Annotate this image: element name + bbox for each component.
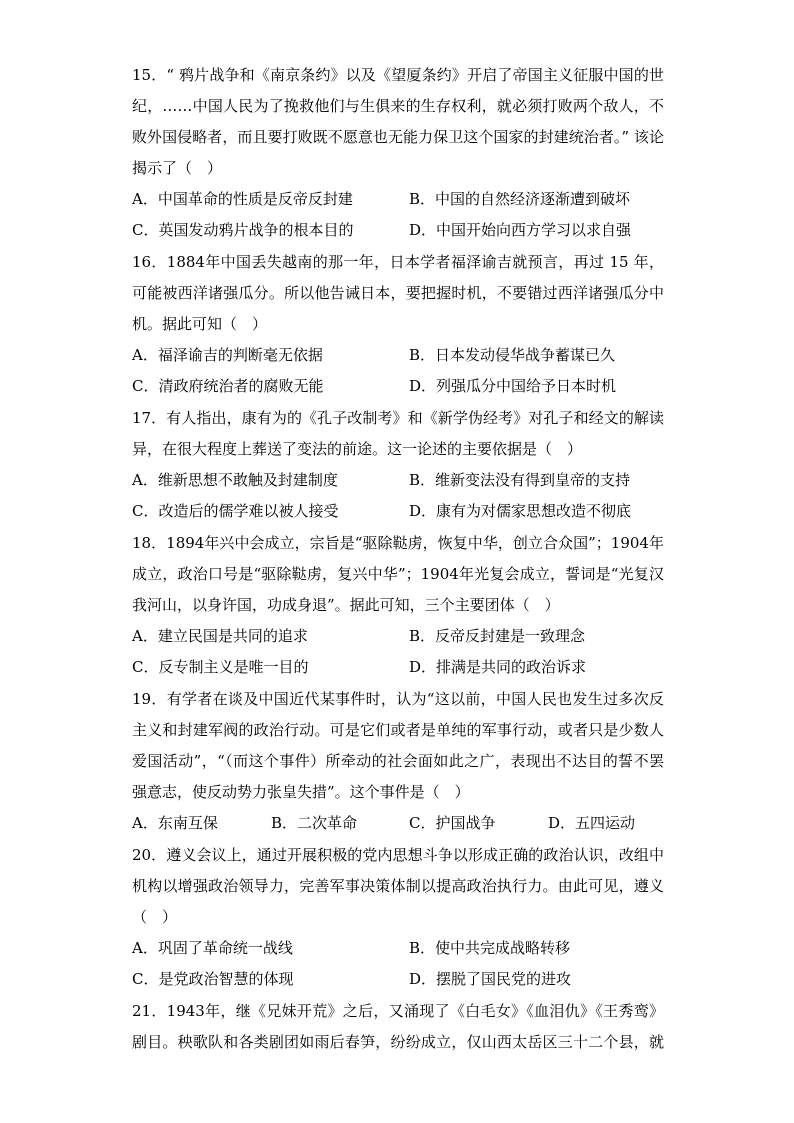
options-row [132,652,664,683]
options-row [132,933,664,964]
options-row [132,465,664,496]
option-c: C．是党政治智慧的体现 [132,970,294,988]
options-row [132,808,664,839]
question-stem-line: 主义和封建军阀的政治行动。可是它们或者是单纯的军事行动，或者只是少数人 [132,721,664,739]
option-b: B．使中共完成战略转移 [409,939,571,957]
options-row [132,340,664,371]
option-b: B．维新变法没有得到皇帝的支持 [409,471,631,489]
question-20 [132,840,664,995]
question-stem-line: 异，在很大程度上葬送了变法的前途。这一论述的主要依据是（ ） [132,440,583,458]
option-a: A．建立民国是共同的追求 [132,627,308,645]
option-c: C．英国发动鸦片战争的根本目的 [132,221,354,239]
option-d: D．摆脱了国民党的进攻 [409,970,572,988]
question-stem-line: 纪，……中国人民为了挽救他们与生俱来的生存权利，就必须打败两个敌人，不 [132,97,664,115]
question-stem-line: 败外国侵略者，而且要打败既不愿意也无能力保卫这个国家的封建统治者。” 该论 [132,128,664,146]
option-c: C．反专制主义是唯一目的 [132,658,309,676]
options-row [132,964,664,995]
question-stem-line: 15．“ 鸦片战争和《南京条约》以及《望厦条约》开启了帝国主义征服中国的世 [132,66,664,84]
question-stem-line: 可能被西洋诸强瓜分。所以他告诫日本，要把握时机，不要错过西洋诸强瓜分中 [132,284,664,302]
option-d: D．列强瓜分中国给予日本时机 [409,377,617,395]
question-16 [132,247,664,402]
option-a: A．福泽谕吉的判断毫无依据 [132,346,323,364]
question-stem-line: 21．1943年，继《兄妹开荒》之后，又涌现了《白毛女》《血泪仇》《王秀鸾》 [132,1002,664,1020]
question-17 [132,403,664,527]
question-stem-line: 我河山，以身许国，功成身退”。据此可知，三个主要团体（ ） [132,596,560,614]
question-18 [132,528,664,683]
option-d: D．排满是共同的政治诉求 [409,658,587,676]
options-row [132,371,664,402]
option-c: C．护国战争 [409,814,496,832]
question-stem-line: 机构以增强政治领导力，完善军事决策体制以提高政治执行力。由此可见，遵义 [132,877,664,895]
question-stem-line: 17．有人指出，康有为的《孔子改制考》和《新学伪经考》对孔子和经文的解读 [132,409,664,427]
question-stem-line: 20．遵义会议上，通过开展积极的党内思想斗争以形成正确的政治认识，改组中 [132,846,664,864]
option-b: B．中国的自然经济逐渐遭到破坏 [409,190,631,208]
option-a: A．维新思想不敢触及封建制度 [132,471,338,489]
option-a: A．东南互保 [132,814,218,832]
option-a: A．中国革命的性质是反帝反封建 [132,190,353,208]
option-a: A．巩固了革命统一战线 [132,939,293,957]
options-row [132,496,664,527]
options-row [132,215,664,246]
option-d: D．五四运动 [548,814,636,832]
question-stem-line: 机。据此可知（ ） [132,315,268,333]
question-stem-line: 16．1884年中国丢失越南的那一年，日本学者福泽谕吉就预言，再过 15 年， [132,253,664,271]
question-stem-line: 剧目。秧歌队和各类剧团如雨后春笋，纷纷成立，仅山西太岳区三十二个县，就 [132,1033,664,1051]
question-stem-line: 强意志，使反动势力张皇失措”。这个事件是（ ） [132,783,470,801]
option-b: B．二次革命 [271,814,358,832]
option-d: D．中国开始向西方学习以求自强 [409,221,632,239]
option-c: C．改造后的儒学难以被人接受 [132,502,339,520]
question-stem-line: 18．1894年兴中会成立，宗旨是“驱除鞑虏，恢复中华，创立合众国”；1904年 [132,534,664,552]
question-19 [132,684,664,839]
question-stem-line: 19．有学者在谈及中国近代某事件时，认为“这以前，中国人民也发生过多次反 [132,690,664,708]
options-row [132,184,664,215]
question-21 [132,996,664,1058]
options-row [132,621,664,652]
question-stem-line: 爱国活动”，“（而这个事件）所牵动的社会面如此之广，表现出不达目的誓不罢 [132,752,664,770]
question-stem-line: （ ） [132,908,178,926]
option-b: B．反帝反封建是一致理念 [409,627,586,645]
question-stem-line: 成立，政治口号是“驱除鞑虏，复兴中华”；1904年光复会成立，誓词是“光复汉 [132,565,664,583]
option-b: B．日本发动侵华战争蓄谋已久 [409,346,616,364]
option-c: C．清政府统治者的腐败无能 [132,377,324,395]
question-stem-line: 揭示了（ ） [132,159,223,177]
question-15 [132,60,664,246]
option-d: D．康有为对儒家思想改造不彻底 [409,502,632,520]
